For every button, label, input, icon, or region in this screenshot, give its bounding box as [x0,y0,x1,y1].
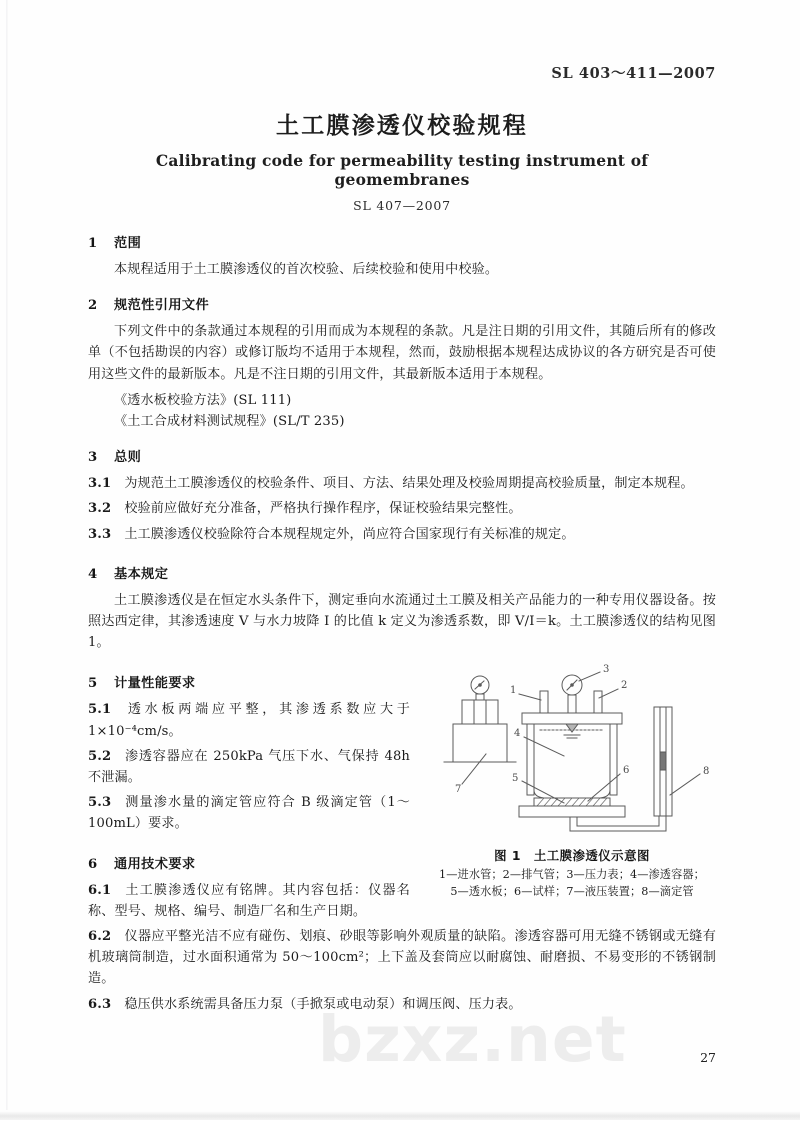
clause-number-6-3: 6.3 [88,996,112,1012]
figure-callout-5: 5 [512,773,519,785]
running-head: SL 403～411—2007 [551,65,716,82]
clause-text-6-2: 仪器应平整光洁不应有碰伤、划痕、砂眼等影响外观质量的缺陷。渗透容器可用无缝不锈钢或无缝有机玻璃筒制造，过水面积通常为 50～100cm²；上下盖及套筒应以耐腐蚀、耐磨损、不易变形的不锈钢制造。 [88,929,716,987]
figure-callout-4: 4 [514,728,521,740]
section-5-column [88,672,410,834]
clause-text-5-1: 透水板两端应平整，其渗透系数应大于 1×10⁻⁴cm/s。 [88,702,410,739]
clause-text-3-1: 为规范土工膜渗透仪的校验条件、项目、方法、结果处理及校验周期提高校验质量，制定本规程。 [124,476,694,492]
clause-5-3 [88,792,410,834]
page-content [88,0,716,1134]
title-block [88,112,716,213]
figure-callout-8: 8 [703,766,710,778]
figure-callout-3: 3 [603,664,610,676]
clause-number-3-2: 3.2 [88,501,112,517]
figure-1 [422,664,722,899]
clause-5-2 [88,746,410,788]
figure-callout-1: 1 [510,685,517,697]
clause-6-1 [88,880,410,922]
section-4-paragraph: 土工膜渗透仪是在恒定水头条件下，测定垂向水流通过土工膜及相关产品能力的一种专用仪器设备。按照达西定律，其渗透速度 V 与水力坡降 I 的比值 k 定义为渗透系数，即 V/I＝k。土工膜渗透仪的结构见图 1。 [88,592,716,651]
section-title-1: 范围 [114,236,142,251]
page-title-english: Calibrating code for permeability testing instrument of geomembranes [155,150,649,189]
section-1-paragraph: 本规程适用于土工膜渗透仪的首次校验、后续校验和使用中校验。 [114,262,499,277]
section-title-3: 总则 [114,450,142,466]
clause-3-2 [88,498,716,519]
clause-text-6-3: 稳压供水系统需具备压力泵（手掀泵或电动泵）和调压阀、压力表。 [124,996,522,1012]
figure-callout-6: 6 [623,765,630,777]
section-heading-1 [88,232,716,251]
clause-text-5-2: 渗透容器应在 250kPa 气压下水、气保持 48h 不泄漏。 [88,748,411,786]
clause-number-3-3: 3.3 [88,526,112,542]
clause-number-5-2: 5.2 [88,748,112,764]
clause-number-5-3: 5.3 [88,795,112,811]
standard-code: SL 407—2007 [353,197,451,213]
section-number-6: 6 [88,856,98,872]
page-title-chinese: 土工膜渗透仪校验规程 [276,113,528,139]
section-number-1: 1 [88,236,98,251]
section-heading-4 [88,563,716,582]
section-number-2: 2 [88,298,98,314]
scan-edge-bottom [0,1111,800,1120]
permeameter-schematic-svg [422,664,722,842]
section-2-paragraph: 下列文件中的条款通过本规程的引用而成为本规程的条款。凡是注日期的引用文件，其随后所有的修改单（不包括勘误的内容）或修订版均不适用于本规程，然而，鼓励根据本规程达成协议的各方研究是否可使用这些文件的最新版本。凡是不注日期的引用文件，其最新版本适用于本规程。 [88,324,716,382]
clause-3-1 [88,473,716,494]
clause-number-6-1: 6.1 [88,882,112,898]
section-6-heading-column [88,853,410,922]
figure-1-drawing [422,664,722,842]
section-title-5: 计量性能要求 [114,676,196,692]
section-heading-2 [88,294,716,313]
body-area [88,232,716,1019]
section-number-5: 5 [88,676,98,692]
figure-legend-line-2: 5—透水板；6—试样；7—液压装置；8—滴定管 [450,884,694,898]
figure-callout-2: 2 [621,680,628,692]
reference-item-1: 《透水板校验方法》(SL 111) [114,392,292,408]
figure-1-caption: 图 1 土工膜渗透仪示意图 [494,848,650,864]
clause-6-2 [88,926,716,990]
clause-text-3-2: 校验前应做好充分准备，严格执行操作程序，保证校验结果完整性。 [124,501,522,517]
clause-text-5-3: 测量渗水量的滴定管应符合 B 级滴定管（1～100mL）要求。 [88,795,411,832]
reference-item-2: 《土工合成材料测试规程》(SL/T 235) [114,414,345,430]
page-number: 27 [700,1050,716,1065]
section-number-3: 3 [88,450,98,466]
section-title-2: 规范性引用文件 [114,298,210,314]
scan-edge-bottom-white [0,1120,800,1134]
section-number-4: 4 [88,566,98,582]
section-heading-3 [88,446,716,465]
clause-text-3-3: 土工膜渗透仪校验除符合本规程规定外，尚应符合国家现行有关标准的规定。 [124,526,575,542]
figure-legend-line-1: 1—进水管；2—排气管；3—压力表；4—渗透容器； [439,868,705,882]
section-title-4: 基本规定 [114,566,169,582]
section-title-6: 通用技术要求 [114,856,196,872]
clause-number-3-1: 3.1 [88,476,112,492]
section-heading-6 [88,853,410,872]
clause-text-6-1: 土工膜渗透仪应有铭牌。其内容包括：仪器名称、型号、规格、编号、制造厂名和生产日期。 [88,882,411,919]
scan-edge-left [6,0,8,1110]
site-watermark: bzxz.net [318,1003,627,1076]
clause-5-1 [88,699,410,741]
clause-number-5-1: 5.1 [88,702,112,718]
figure-callout-7: 7 [455,784,462,796]
clause-number-6-2: 6.2 [88,929,112,945]
section-heading-5 [88,672,410,691]
clause-3-3 [88,524,716,545]
figure-1-legend [422,867,722,899]
